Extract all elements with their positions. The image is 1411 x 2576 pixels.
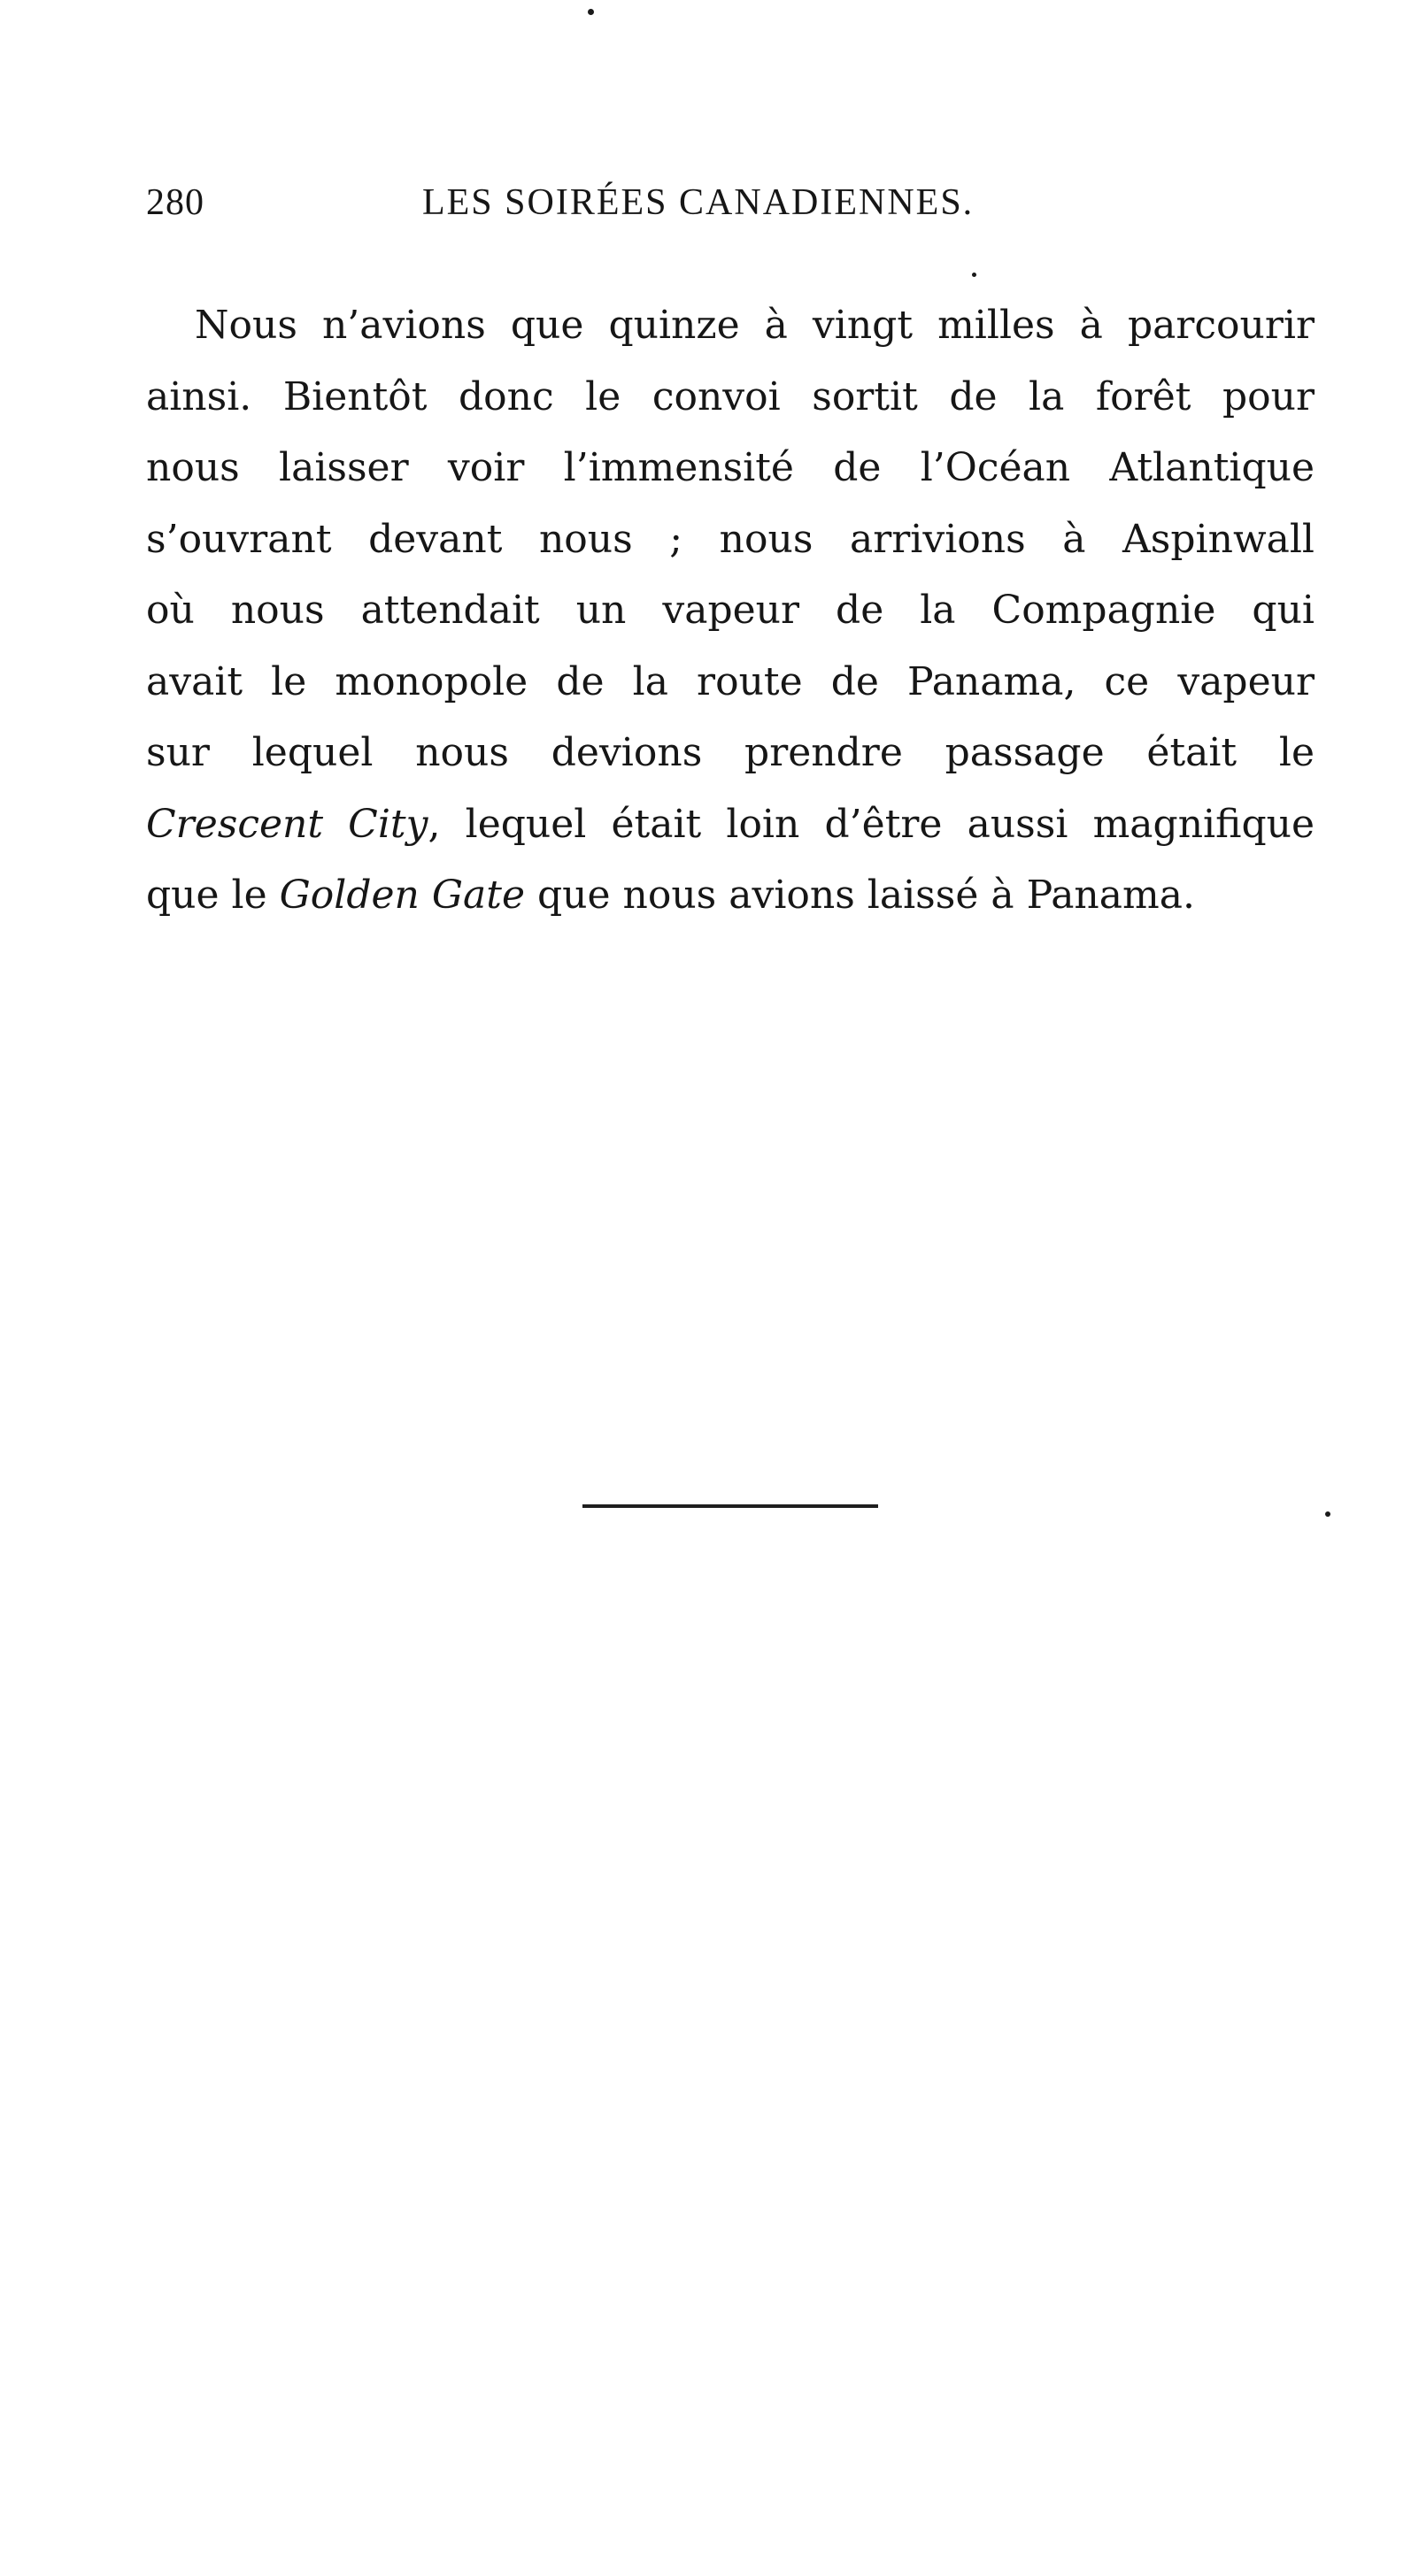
- text-line: Crescent City, lequel était loin d’être aussi magnifique: [146, 801, 1315, 847]
- text-line: nous laisser voir l’immensité de l’Océan Atlantique: [146, 445, 1315, 490]
- text-line: s’ouvrant devant nous ; nous arrivions à Aspinwall: [146, 516, 1315, 562]
- text-line: que le Golden Gate que nous avions laissé à Panama.: [146, 873, 1195, 918]
- text-line: où nous attendait un vapeur de la Compagnie qui: [146, 588, 1315, 633]
- ship-name-italic: Golden Gate: [279, 873, 525, 918]
- ink-speck: [972, 273, 976, 277]
- running-head: LES SOIRÉES CANADIENNES.: [422, 182, 975, 223]
- page-number: 280: [146, 182, 204, 223]
- ship-name-italic: Crescent City: [146, 801, 428, 847]
- paragraph: [146, 290, 1315, 932]
- ink-speck: [1325, 1511, 1330, 1517]
- text-line: ainsi. Bientôt donc le convoi sortit de la forêt pour: [146, 373, 1315, 419]
- ink-speck: [588, 9, 594, 15]
- text-line: avait le monopole de la route de Panama, ce vapeur: [146, 658, 1315, 704]
- text-line: Nous n’avions que quinze à vingt milles à parcourir: [195, 303, 1315, 348]
- text-line: sur lequel nous devions prendre passage était le: [146, 730, 1315, 775]
- page-header: [146, 181, 1049, 235]
- section-end-rule: [582, 1504, 878, 1508]
